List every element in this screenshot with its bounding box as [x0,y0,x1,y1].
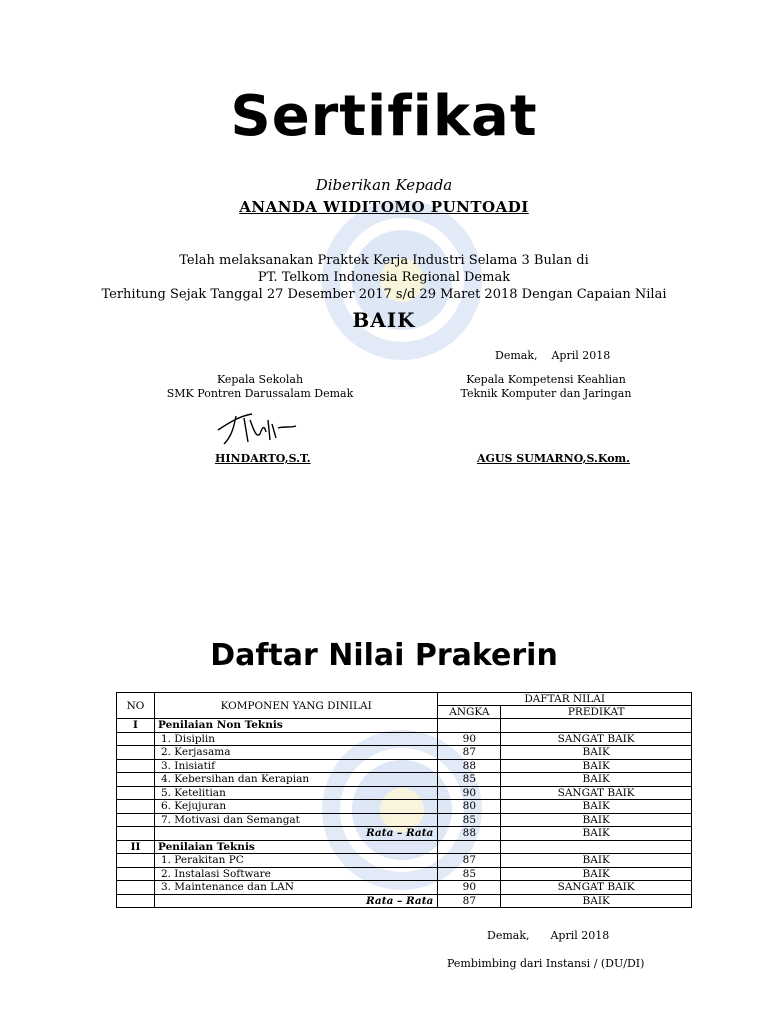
given-to-label: Diberikan Kepada [315,176,453,194]
right-signer-program: Teknik Komputer dan Jaringan [460,387,632,400]
certificate-text-line-2: PT. Telkom Indonesia Regional Demak [257,270,511,285]
table-row [117,759,692,773]
item-label: 3. Inisiatif [154,759,437,773]
item-score: 85 [438,813,501,827]
item-predicate: BAIK [501,773,692,787]
certificate-text-line-3: Terhitung Sejak Tanggal 27 Desember 2017 s/d 29 Maret 2018 Dengan Capaian Nilai [101,287,667,302]
certificate-text-line-1: Telah melaksanakan Praktek Kerja Industri Selama 3 Bulan di [179,253,589,268]
item-score: 87 [438,746,501,760]
item-label: 7. Motivasi dan Semangat [154,813,437,827]
item-predicate: BAIK [501,867,692,881]
item-score: 85 [438,773,501,787]
section-name: Penilaian Teknis [154,840,437,854]
grades-place-date: Demak, April 2018 [487,929,610,942]
item-predicate: SANGAT BAIK [501,786,692,800]
item-predicate: BAIK [501,800,692,814]
certificate-place-date: Demak, April 2018 [495,349,611,362]
signature-image [210,408,300,448]
average-label: Rata – Rata [154,894,437,908]
right-signer-name: AGUS SUMARNO,S.Kom. [477,452,631,465]
item-label: 2. Instalasi Software [154,867,437,881]
table-row [117,746,692,760]
table-row [117,719,692,733]
table-row [117,800,692,814]
table-row [117,813,692,827]
item-score: 90 [438,786,501,800]
table-row [117,773,692,787]
table-row [117,786,692,800]
item-predicate: BAIK [501,813,692,827]
item-predicate: SANGAT BAIK [501,881,692,895]
average-score: 88 [438,827,501,841]
item-score: 80 [438,800,501,814]
header-number: ANGKA [438,706,501,719]
item-label: 4. Kebersihan dan Kerapian [154,773,437,787]
section-name: Penilaian Non Teknis [154,719,437,733]
right-signer-role: Kepala Kompetensi Keahlian [466,373,626,386]
grades-title: Daftar Nilai Prakerin [210,638,558,673]
item-label: 2. Kerjasama [154,746,437,760]
average-label: Rata – Rata [154,827,437,841]
left-signer-role: Kepala Sekolah [216,373,304,386]
table-row [117,854,692,868]
table-row-average [117,827,692,841]
item-predicate: BAIK [501,759,692,773]
table-row [117,840,692,854]
table-row [117,732,692,746]
average-score: 87 [438,894,501,908]
item-label: 6. Kejujuran [154,800,437,814]
average-predicate: BAIK [501,827,692,841]
header-list: DAFTAR NILAI [438,693,692,706]
table-row-average [117,894,692,908]
recipient-name: ANANDA WIDITOMO PUNTOADI [239,198,529,216]
certificate-result: BAIK [352,308,416,332]
section-no: I [117,719,155,733]
table-row [117,867,692,881]
supervisor-label: Pembimbing dari Instansi / (DU/DI) [447,957,645,970]
item-score: 87 [438,854,501,868]
item-score: 90 [438,732,501,746]
item-label: 3. Maintenance dan LAN [154,881,437,895]
left-signer-institution: SMK Pontren Darussalam Demak [166,387,354,400]
table-row [117,881,692,895]
item-label: 5. Ketelitian [154,786,437,800]
item-score: 88 [438,759,501,773]
section-no: II [117,840,155,854]
item-label: 1. Disiplin [154,732,437,746]
item-predicate: SANGAT BAIK [501,732,692,746]
item-predicate: BAIK [501,746,692,760]
left-signer-name: HINDARTO,S.T. [215,452,311,465]
average-predicate: BAIK [501,894,692,908]
header-no: NO [117,693,155,719]
header-predicate: PREDIKAT [501,706,692,719]
item-score: 85 [438,867,501,881]
item-label: 1. Perakitan PC [154,854,437,868]
item-score: 90 [438,881,501,895]
header-component: KOMPONEN YANG DINILAI [154,693,437,719]
grades-table [116,692,692,908]
certificate-title: Sertifikat [230,84,538,149]
item-predicate: BAIK [501,854,692,868]
